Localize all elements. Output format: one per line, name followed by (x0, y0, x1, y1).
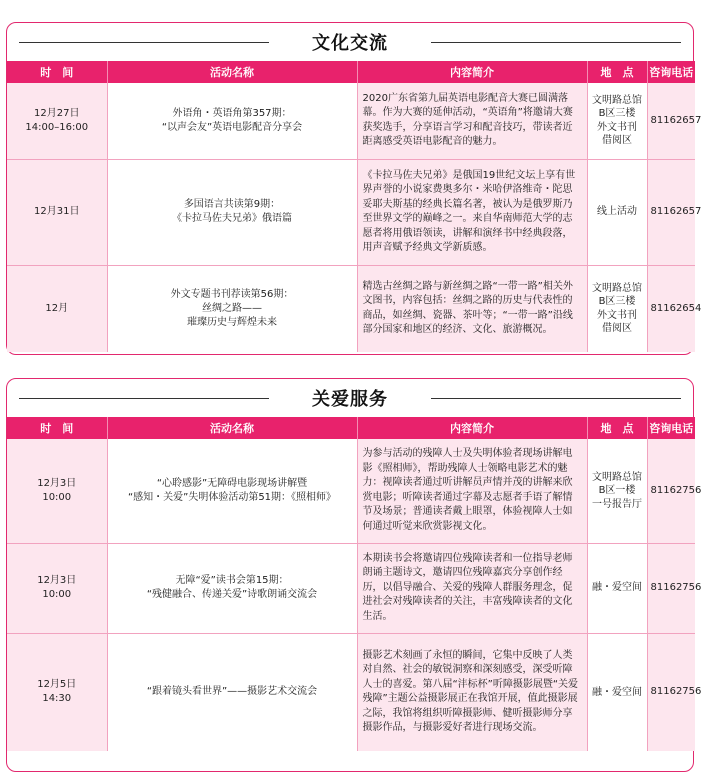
col-header-phone: 咨询电话 (647, 61, 695, 83)
cell-phone: 81162756 (647, 543, 695, 633)
cell-time: 12月3日 10:00 (7, 543, 107, 633)
table-row (7, 159, 695, 265)
cell-place: 融・爱空间 (587, 543, 647, 633)
section-cultural-exchange (6, 22, 701, 355)
cell-phone: 81162657 (647, 159, 695, 265)
schedule-table (7, 61, 701, 352)
header-rule-right (431, 398, 681, 399)
cell-activity: “跟着镜头看世界”——摄影艺术交流会 (107, 633, 357, 751)
schedule-table (7, 417, 701, 751)
col-header-activity: 活动名称 (107, 61, 357, 83)
col-header-activity: 活动名称 (107, 417, 357, 439)
cell-phone: 81162657 (647, 83, 695, 159)
cell-content: 本期读书会将邀请四位残障读者和一位指导老师朗诵主题诗文，邀请四位残障嘉宾分享创作经历，以倡导融合、关爱的残障人群服务理念，促进社会对残障读者的关注，丰富残障读者的文化生活。 (357, 543, 587, 633)
section-title: 关爱服务 (312, 389, 388, 410)
cell-content: 2020广东省第九届英语电影配音大赛已圆满落幕。作为大赛的延伸活动，“英语角”将邀请大赛获奖选手，分享语言学习和配音技巧，带读者近距离感受英语电影配音的魅力。 (357, 83, 587, 159)
table-row (7, 439, 695, 543)
cell-time: 12月27日 14:00–16:00 (7, 83, 107, 159)
cell-place: 文明路总馆 B区一楼 一号报告厅 (587, 439, 647, 543)
cell-phone: 81162654 (647, 265, 695, 352)
table-row (7, 543, 695, 633)
cell-activity: 外文专题书刊荐读第56期： 丝绸之路—— 璀璨历史与辉煌未来 (107, 265, 357, 352)
col-header-place: 地 点 (587, 417, 647, 439)
col-header-time: 时 间 (7, 417, 107, 439)
cell-activity: 外语角・英语角第357期： “以声会友”英语电影配音分享会 (107, 83, 357, 159)
cell-place: 文明路总馆 B区三楼 外文书刊 借阅区 (587, 83, 647, 159)
header-rule-right (431, 42, 681, 43)
col-header-content: 内容简介 (357, 417, 587, 439)
table-header-row (7, 61, 695, 83)
cell-time: 12月31日 (7, 159, 107, 265)
table-row (7, 633, 695, 751)
section-title: 文化交流 (312, 33, 388, 54)
cell-place: 线上活动 (587, 159, 647, 265)
section-header (7, 23, 693, 61)
cell-place: 文明路总馆 B区三楼 外文书刊 借阅区 (587, 265, 647, 352)
cell-phone: 81162756 (647, 439, 695, 543)
table-row (7, 265, 695, 352)
section-header (7, 379, 693, 417)
cell-place: 融・爱空间 (587, 633, 647, 751)
cell-activity: 无障“爱”读书会第15期： “残健融合、传递关爱”诗歌朗诵交流会 (107, 543, 357, 633)
section-care-services (6, 378, 701, 772)
col-header-phone: 咨询电话 (647, 417, 695, 439)
col-header-place: 地 点 (587, 61, 647, 83)
cell-activity: “心聆感影”无障碍电影现场讲解暨 “感知・关爱”失明体验活动第51期：《照相师》 (107, 439, 357, 543)
cell-time: 12月5日 14:30 (7, 633, 107, 751)
cell-content: 精选古丝绸之路与新丝绸之路“一带一路”相关外文图书，内容包括：丝绸之路的历史与代表性的商品，如丝绸、瓷器、茶叶等；“一带一路”沿线部分国家和地区的经济、文化、旅游概况。 (357, 265, 587, 352)
cell-content: 为参与活动的残障人士及失明体验者现场讲解电影《照相师》，帮助残障人士领略电影艺术的魅力：视障读者通过听讲解员声情并茂的讲解来欣赏电影；听障读者通过字幕及志愿者手语了解情节及场景；普通读者戴上眼罩，体验视障人士如何通过听觉来欣赏影视文化。 (357, 439, 587, 543)
cell-time: 12月 (7, 265, 107, 352)
cell-time: 12月3日 10:00 (7, 439, 107, 543)
cell-activity: 多国语言共读第9期： 《卡拉马佐夫兄弟》俄语篇 (107, 159, 357, 265)
col-header-time: 时 间 (7, 61, 107, 83)
table-header-row (7, 417, 695, 439)
cell-content: 摄影艺术刻画了永恒的瞬间，它集中反映了人类对自然、社会的敏锐洞察和深刻感受，深受听障人士的喜爱。第八届“沣标杯”听障摄影展暨“关爱残障”主题公益摄影展正在我馆开展，值此摄影展之际，我馆将组织听障摄影师、健听摄影师分享摄影作品，与摄影爱好者进行现场交流。 (357, 633, 587, 751)
cell-phone: 81162756 (647, 633, 695, 751)
table-row (7, 83, 695, 159)
col-header-content: 内容简介 (357, 61, 587, 83)
cell-content: 《卡拉马佐夫兄弟》是俄国19世纪文坛上享有世界声誉的小说家费奥多尔・米哈伊洛维奇・陀思妥耶夫斯基的经典长篇名著，被认为是俄罗斯乃至世界文学的巅峰之一。来自华南师范大学的志愿者将用俄语领读，讲解和演绎书中经典段落，用声音赋予经典文学新质感。 (357, 159, 587, 265)
